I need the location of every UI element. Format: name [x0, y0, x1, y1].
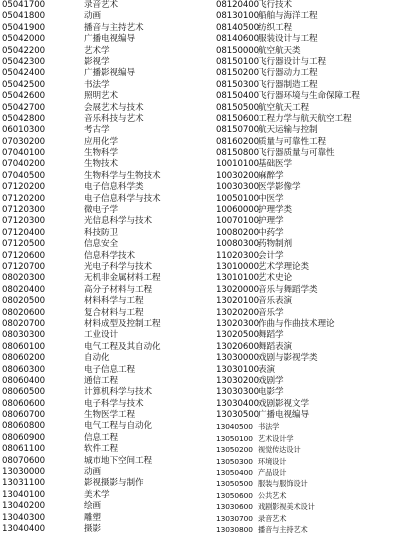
major-name: 艺术学理论类: [258, 261, 309, 272]
major-name: 作曲与作曲技术理论: [258, 318, 335, 329]
major-name: 动画: [84, 11, 101, 22]
major-row: [0, 251, 210, 262]
major-row: [0, 216, 210, 227]
major-code: 08060300: [2, 364, 45, 375]
major-code: 13030400: [216, 398, 259, 409]
major-name: 通信工程: [84, 375, 118, 386]
major-name: 美术学: [84, 489, 110, 500]
major-code: 07040100: [2, 148, 45, 159]
major-code: 11020300: [216, 250, 259, 261]
major-code: 08150100: [216, 56, 259, 67]
major-code: 13050600: [216, 490, 253, 500]
major-code: 13020600: [216, 341, 259, 352]
major-code: 08020700: [2, 318, 45, 329]
major-code: 05041900: [2, 22, 45, 33]
major-code: 07120500: [2, 239, 45, 250]
major-row: [0, 0, 210, 11]
major-row: [0, 444, 210, 455]
major-name: 信息安全: [84, 239, 118, 250]
major-code: 13020300: [216, 318, 259, 329]
major-row: [209, 125, 419, 136]
major-name: 电子信息科学与技术: [84, 193, 161, 204]
major-name: 广播影视编导: [84, 68, 135, 79]
major-code: 13040300: [2, 512, 45, 523]
major-code: 13010000: [216, 261, 259, 272]
major-row: [0, 148, 210, 159]
major-row: [0, 296, 210, 307]
major-name: 生物医学工程: [84, 410, 135, 421]
major-row: [209, 228, 419, 239]
major-name: 基础医学: [258, 159, 292, 170]
major-code: 13030600: [216, 502, 253, 512]
major-name: 材料成型及控制工程: [84, 318, 161, 329]
major-code: 13030500: [216, 410, 259, 421]
major-row: [0, 433, 210, 444]
major-name: 航天运输与控制: [258, 125, 318, 136]
major-row: [0, 205, 210, 216]
major-code: 08061100: [2, 444, 45, 455]
major-name: 药物制剂: [258, 239, 292, 250]
major-row: [209, 159, 419, 170]
major-name: 戏剧学: [258, 375, 284, 386]
major-name: 电气工程与自动化: [84, 421, 152, 432]
major-row: [209, 0, 419, 11]
major-row: [209, 330, 419, 341]
major-name: 产品设计: [258, 468, 287, 478]
major-code: 10050100: [216, 193, 259, 204]
major-code: 13020200: [216, 307, 259, 318]
major-name: 视觉传达设计: [258, 445, 301, 455]
major-name: 无机非金属材料工程: [84, 273, 161, 284]
major-code: 13050200: [216, 445, 253, 455]
major-code: 13050400: [216, 468, 253, 478]
major-name: 雕塑: [84, 512, 101, 523]
major-row: [0, 125, 210, 136]
major-code: 13030200: [216, 375, 259, 386]
major-code: 08120400: [216, 0, 259, 10]
major-row: [0, 376, 210, 387]
major-code: 13040500: [216, 422, 253, 432]
major-code: 08150300: [216, 79, 259, 90]
major-row: [209, 433, 419, 444]
major-name: 工业设计: [84, 330, 118, 341]
major-name: 中医学: [258, 193, 284, 204]
major-row: [209, 456, 419, 467]
major-name: 飞行器设计与工程: [258, 56, 326, 67]
major-name: 艺术史论: [258, 273, 292, 284]
major-code: 13020500: [216, 330, 259, 341]
major-code: 13010100: [216, 273, 259, 284]
major-row: [0, 273, 210, 284]
major-name: 戏剧影视美术设计: [258, 502, 315, 512]
major-row: [0, 91, 210, 102]
major-code: 13020000: [216, 284, 259, 295]
major-row: [209, 376, 419, 387]
major-row: [209, 251, 419, 262]
major-name: 电子科学与技术: [84, 398, 144, 409]
major-code: 08060900: [2, 432, 45, 443]
major-row: [0, 262, 210, 273]
major-name: 软件工程: [84, 444, 118, 455]
major-name: 光电子科学与技术: [84, 261, 152, 272]
major-name: 城市地下空间工程: [84, 455, 152, 466]
major-code: 08150500: [216, 102, 259, 113]
major-name: 照明艺术: [84, 91, 118, 102]
major-name: 微电子学: [84, 205, 118, 216]
major-code: 08150700: [216, 125, 259, 136]
major-row: [209, 421, 419, 432]
major-code: 07120600: [2, 250, 45, 261]
major-code: 08150800: [216, 148, 259, 159]
major-code: 05042600: [2, 91, 45, 102]
major-code: 07040500: [2, 170, 45, 181]
major-row: [0, 239, 210, 250]
major-code: 08060800: [2, 421, 45, 432]
major-row: [0, 68, 210, 79]
major-name: 表演: [258, 364, 275, 375]
major-row: [209, 23, 419, 34]
major-row: [209, 308, 419, 319]
major-name: 电影学: [258, 387, 284, 398]
major-code: 13040100: [2, 489, 45, 500]
major-name: 服装与服饰设计: [258, 479, 308, 489]
major-name: 复合材料与工程: [84, 307, 144, 318]
major-code: 05042500: [2, 79, 45, 90]
major-row: [209, 194, 419, 205]
major-row: [209, 80, 419, 91]
major-code: 08150000: [216, 45, 259, 56]
major-code: 13030000: [2, 467, 45, 478]
major-name: 中药学: [258, 227, 284, 238]
major-row: [209, 273, 419, 284]
major-row: [0, 34, 210, 45]
major-code: 05041800: [2, 11, 45, 22]
major-name: 飞行器环境与生命保障工程: [258, 91, 360, 102]
major-name: 会计学: [258, 250, 284, 261]
major-code: 10030300: [216, 182, 259, 193]
major-row: [0, 308, 210, 319]
major-name: 飞行器质量与可靠性: [258, 148, 335, 159]
major-name: 飞行器动力工程: [258, 68, 318, 79]
major-code: 07040200: [2, 159, 45, 170]
major-row: [209, 490, 419, 501]
major-row: [209, 182, 419, 193]
major-name: 音乐科技与艺术: [84, 113, 144, 124]
major-name: 应用化学: [84, 136, 118, 147]
major-code: 08160200: [216, 136, 259, 147]
major-row: [209, 319, 419, 330]
major-name: 航空航天类: [258, 45, 301, 56]
major-code: 10070100: [216, 216, 259, 227]
major-code: 08150600: [216, 113, 259, 124]
major-name: 纺织工程: [258, 22, 292, 33]
major-name: 飞行器制造工程: [258, 79, 318, 90]
major-name: 光信息科学与技术: [84, 216, 152, 227]
major-row: [209, 103, 419, 114]
major-name: 医学影像学: [258, 182, 301, 193]
major-name: 舞蹈学: [258, 330, 284, 341]
major-row: [0, 159, 210, 170]
major-row: [209, 239, 419, 250]
major-name: 生物技术: [84, 159, 118, 170]
major-name: 音乐学: [258, 307, 284, 318]
major-row: [0, 342, 210, 353]
major-row: [209, 365, 419, 376]
major-name: 护理学: [258, 216, 284, 227]
major-row: [209, 467, 419, 478]
major-name: 质量与可靠性工程: [258, 136, 326, 147]
major-code: 13040200: [2, 501, 45, 512]
major-name: 计算机科学与技术: [84, 387, 152, 398]
major-row: [0, 524, 210, 535]
major-code: 08020300: [2, 273, 45, 284]
major-code: 13030300: [216, 387, 259, 398]
major-row: [0, 421, 210, 432]
major-row: [209, 387, 419, 398]
major-code: 07120400: [2, 227, 45, 238]
major-name: 考古学: [84, 125, 110, 136]
major-code: 13031100: [2, 478, 45, 489]
major-row: [0, 456, 210, 467]
major-name: 绘画: [84, 501, 101, 512]
major-name: 播音与主持艺术: [258, 524, 308, 534]
major-row: [209, 205, 419, 216]
major-code: 10010100: [216, 159, 259, 170]
major-row: [0, 467, 210, 478]
major-name: 艺术学: [84, 45, 110, 56]
major-code: 08140600: [216, 34, 259, 45]
major-name: 服装设计与工程: [258, 34, 318, 45]
major-name: 工程力学与航天航空工程: [258, 113, 352, 124]
major-name: 艺术设计学: [258, 433, 294, 443]
major-code: 10080200: [216, 227, 259, 238]
major-code: 13030000: [216, 353, 259, 364]
major-row: [0, 171, 210, 182]
major-code: 05042800: [2, 113, 45, 124]
major-code: 08150400: [216, 91, 259, 102]
major-row: [209, 148, 419, 159]
major-code: 05042000: [2, 34, 45, 45]
major-code: 08060200: [2, 353, 45, 364]
major-row: [209, 296, 419, 307]
major-row: [209, 524, 419, 535]
major-name: 环境设计: [258, 456, 287, 466]
major-name: 动画: [84, 467, 101, 478]
major-name: 电子信息科学类: [84, 182, 144, 193]
major-name: 护理学类: [258, 205, 292, 216]
major-row: [0, 399, 210, 410]
major-row: [0, 387, 210, 398]
major-name: 生物科学与生物技术: [84, 170, 161, 181]
major-row: [209, 444, 419, 455]
major-row: [0, 46, 210, 57]
major-name: 科技防卫: [84, 227, 118, 238]
major-row: [209, 513, 419, 524]
major-code: 13020100: [216, 296, 259, 307]
major-code: 05041700: [2, 0, 45, 10]
major-code: 05042300: [2, 56, 45, 67]
major-code: 07120200: [2, 182, 45, 193]
major-row: [209, 114, 419, 125]
major-name: 影视摄影与制作: [84, 478, 144, 489]
major-name: 麻醉学: [258, 170, 284, 181]
major-code: 07120700: [2, 261, 45, 272]
major-name: 材料科学与工程: [84, 296, 144, 307]
major-code: 08150200: [216, 68, 259, 79]
major-row: [0, 410, 210, 421]
major-name: 生物科学: [84, 148, 118, 159]
major-name: 音乐与舞蹈学类: [258, 284, 318, 295]
major-row: [209, 410, 419, 421]
major-row: [209, 501, 419, 512]
major-row: [0, 330, 210, 341]
major-code: 13040400: [2, 523, 45, 534]
major-name: 舞蹈表演: [258, 341, 292, 352]
major-name: 广播电视编导: [84, 34, 135, 45]
major-name: 电子信息工程: [84, 364, 135, 375]
major-name: 信息科学技术: [84, 250, 135, 261]
major-row: [209, 262, 419, 273]
major-code: 08030300: [2, 330, 45, 341]
major-name: 电气工程及其自动化: [84, 341, 161, 352]
major-row: [0, 194, 210, 205]
major-code: 08060100: [2, 341, 45, 352]
major-code: 07120300: [2, 205, 45, 216]
major-name: 广播电视编导: [258, 410, 309, 421]
major-code: 08020500: [2, 296, 45, 307]
major-name: 书法学: [84, 79, 110, 90]
major-row: [209, 46, 419, 57]
major-list-right-column: [209, 0, 419, 535]
major-code: 06010300: [2, 125, 45, 136]
major-row: [209, 137, 419, 148]
major-code: 07030200: [2, 136, 45, 147]
major-name: 书法学: [258, 422, 280, 432]
major-code: 13050100: [216, 433, 253, 443]
major-row: [0, 365, 210, 376]
major-name: 戏剧与影视学类: [258, 353, 318, 364]
major-row: [209, 34, 419, 45]
major-code: 08140500: [216, 22, 259, 33]
major-code: 13030800: [216, 524, 253, 534]
major-code: 08020600: [2, 307, 45, 318]
major-name: 会展艺术与技术: [84, 102, 144, 113]
major-row: [209, 171, 419, 182]
major-row: [0, 490, 210, 501]
major-row: [209, 342, 419, 353]
major-row: [209, 399, 419, 410]
major-code: 13030700: [216, 513, 253, 523]
major-code: 05042200: [2, 45, 45, 56]
major-row: [0, 57, 210, 68]
major-row: [209, 216, 419, 227]
major-name: 录音艺术: [84, 0, 118, 10]
major-name: 船舶与海洋工程: [258, 11, 318, 22]
major-row: [0, 353, 210, 364]
major-code: 13050300: [216, 456, 253, 466]
major-code: 08060500: [2, 387, 45, 398]
major-name: 播音与主持艺术: [84, 22, 144, 33]
major-name: 信息工程: [84, 432, 118, 443]
major-code: 10080300: [216, 239, 259, 250]
major-code: 08130100: [216, 11, 259, 22]
major-code: 13030100: [216, 364, 259, 375]
major-name: 摄影: [84, 523, 101, 534]
major-code: 08060600: [2, 398, 45, 409]
major-code: 05042700: [2, 102, 45, 113]
major-row: [209, 11, 419, 22]
major-row: [209, 57, 419, 68]
major-row: [0, 103, 210, 114]
major-name: 戏剧影视文学: [258, 398, 309, 409]
major-code: 10030200: [216, 170, 259, 181]
major-code: 08070600: [2, 455, 45, 466]
major-row: [209, 353, 419, 364]
major-row: [0, 285, 210, 296]
major-row: [0, 182, 210, 193]
major-code: 13050500: [216, 479, 253, 489]
major-row: [0, 80, 210, 91]
major-name: 录音艺术: [258, 513, 287, 523]
major-row: [209, 478, 419, 489]
major-name: 音乐表演: [258, 296, 292, 307]
major-code: 08020400: [2, 284, 45, 295]
major-name: 公共艺术: [258, 490, 287, 500]
major-row: [0, 319, 210, 330]
major-code: 08060400: [2, 375, 45, 386]
major-name: 影视学: [84, 56, 110, 67]
major-row: [0, 228, 210, 239]
major-row: [0, 114, 210, 125]
major-row: [0, 478, 210, 489]
major-code: 08060700: [2, 410, 45, 421]
major-name: 高分子材料与工程: [84, 284, 152, 295]
major-name: 飞行技术: [258, 0, 292, 10]
major-row: [0, 513, 210, 524]
major-code: 07120300: [2, 216, 45, 227]
major-code: 05042400: [2, 68, 45, 79]
major-code: 10060000: [216, 205, 259, 216]
major-name: 自动化: [84, 353, 110, 364]
major-code: 07120200: [2, 193, 45, 204]
major-row: [209, 91, 419, 102]
major-row: [0, 501, 210, 512]
major-row: [0, 137, 210, 148]
major-row: [209, 285, 419, 296]
major-row: [209, 68, 419, 79]
major-row: [0, 23, 210, 34]
major-name: 航空航天工程: [258, 102, 309, 113]
major-row: [0, 11, 210, 22]
